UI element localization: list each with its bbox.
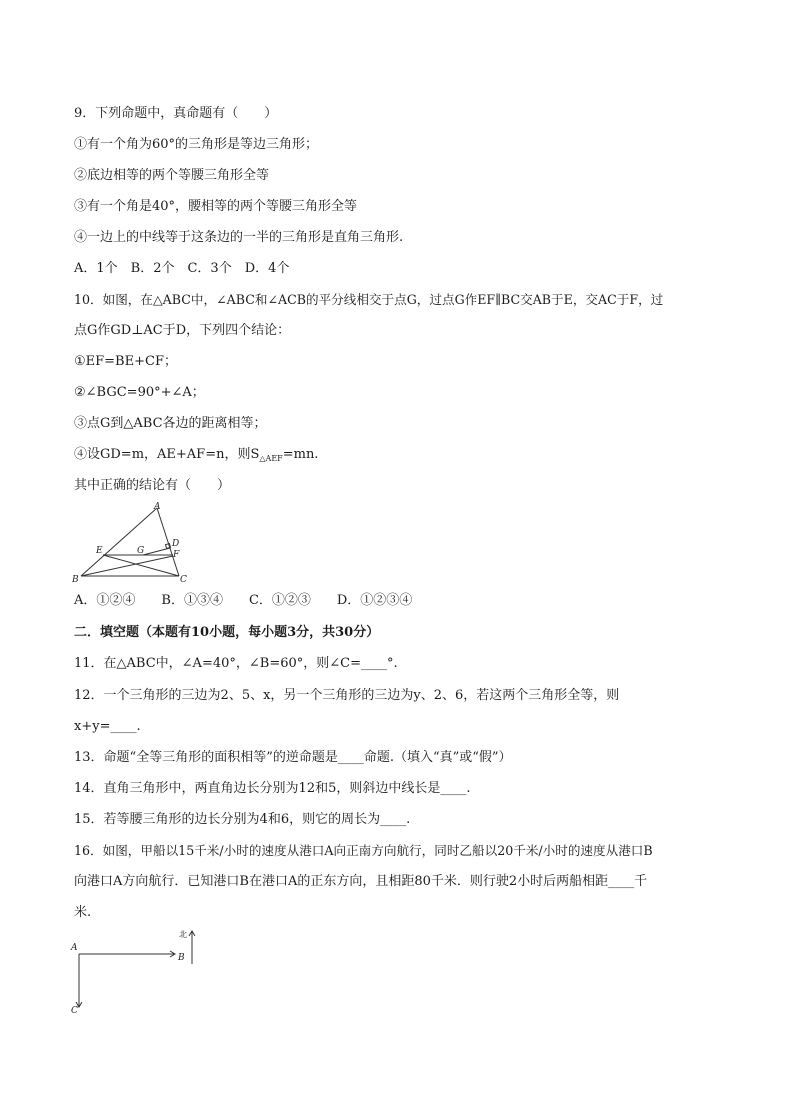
q16-line2: 向港口A方向航行．已知港口B在港口A的正东方向，且相距80千米．则行驶2小时后两船相距____千 (74, 874, 648, 889)
q16-line1: 16．如图，甲船以15千米/小时的速度从港口A向正南方向航行，同时乙船以20千米/小时的速度从港口B (74, 843, 653, 858)
q9-stem: 9．下列命题中，真命题有（ ） (74, 106, 278, 121)
q9-item-4: ④一边上的中线等于这条边的一半的三角形是直角三角形. (74, 230, 404, 245)
q10-item-2: ②∠BGC=90°+∠A； (74, 385, 205, 400)
q16-line3: 米. (74, 905, 92, 920)
q16-direction-figure (66, 926, 206, 1016)
q10-stem-line1: 10．如图，在△ABC中，∠ABC和∠ACB的平分线相交于点G，过点G作EF∥BC交AB于E，交AC于F，过 (74, 292, 664, 307)
q16-label-north: 北 (179, 930, 187, 939)
q10-conclusion: 其中正确的结论有（ ） (74, 478, 231, 493)
q10-label-b: B (72, 575, 79, 585)
section2-title: 二．填空题（本题有10小题，每小题3分，共30分） (74, 625, 380, 640)
q11: 11．在△ABC中，∠A=40°，∠B=60°，则∠C=____°. (74, 656, 398, 671)
q10-item-4 (74, 447, 318, 467)
q10-item-4-pre: ④设GD=m，AE+AF=n，则S (74, 447, 260, 462)
q9-options: A．1个 B．2个 C．3个 D．4个 (74, 261, 290, 276)
q16-label-c: C (71, 1006, 78, 1016)
q15: 15．若等腰三角形的边长分别为4和6，则它的周长为____. (74, 812, 411, 827)
q10-label-g: G (137, 546, 145, 556)
q16-label-a: A (71, 943, 78, 953)
q10-item-4-post: =mn. (282, 447, 319, 462)
q10-label-c: C (180, 575, 187, 585)
q10-item-3: ③点G到△ABC各边的距离相等； (74, 416, 267, 431)
q10-item-1: ①EF=BE+CF； (74, 354, 177, 369)
q10-label-d: D (172, 539, 180, 549)
q9-item-1: ①有一个角为60°的三角形是等边三角形； (74, 137, 319, 152)
q10-options: A．①②④ B．①③④ C．①②③ D．①②③④ (74, 593, 413, 608)
q10-label-a: A (154, 502, 161, 512)
q9-item-3: ③有一个角是40°，腰相等的两个等腰三角形全等 (74, 199, 358, 214)
q13: 13．命题“全等三角形的面积相等”的逆命题是____命题.（填入“真”或“假”） (74, 750, 512, 765)
q10-stem-line2: 点G作GD⊥AC于D，下列四个结论： (74, 323, 291, 338)
q14: 14．直角三角形中，两直角边长分别为12和5，则斜边中线长是____. (74, 781, 471, 796)
q12-line1: 12．一个三角形的三边为2、5、x，另一个三角形的三边为y、2、6，若这两个三角形全等，则 (74, 688, 620, 703)
q9-item-2: ②底边相等的两个等腰三角形全等 (74, 168, 270, 183)
q10-item-4-sub: △AEF (259, 454, 283, 463)
q10-label-e: E (96, 546, 103, 556)
q10-label-f: F (173, 550, 180, 560)
q10-triangle-figure (70, 500, 195, 586)
q16-label-b: B (178, 953, 185, 963)
q12-line2: x+y=____. (74, 719, 141, 734)
